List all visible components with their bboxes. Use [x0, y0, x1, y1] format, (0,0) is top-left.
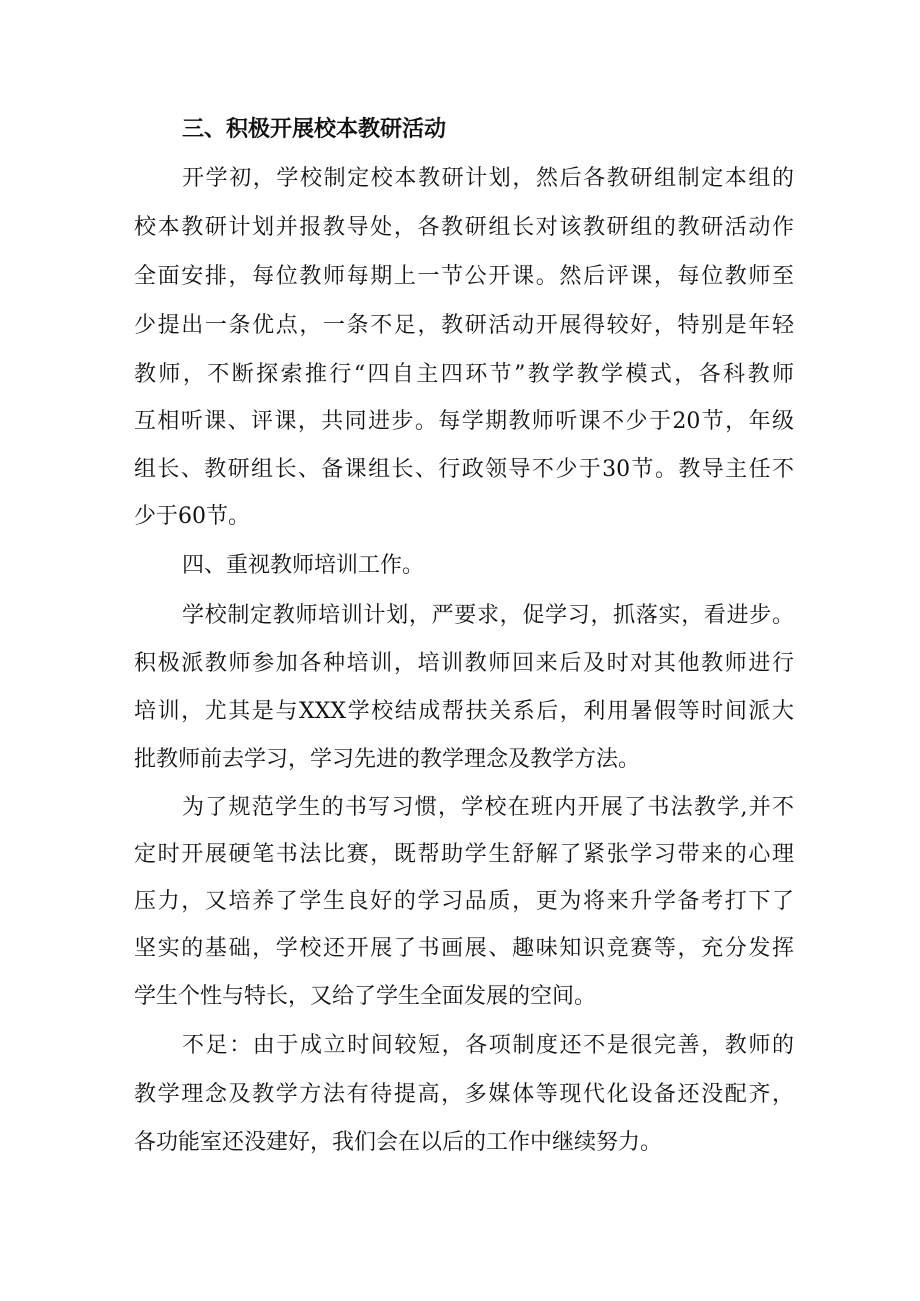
section-3-line: 全面安排，每位教师每期上一节公开课。然后评课，每位教师至 — [134, 264, 794, 289]
section-3-line: 少于60节。 — [134, 504, 250, 529]
section-4-para-1-line: 积极派教师参加各种培训，培训教师回来后及时对其他教师进行 — [134, 651, 794, 676]
section-4-para-3-line: 教学理念及教学方法有待提高，多媒体等现代化设备还没配齐， — [134, 1082, 794, 1107]
section-3-line: 开学初，学校制定校本教研计划，然后各教研组制定本组的 — [182, 166, 794, 191]
section-4-para-2-line: 定时开展硬笔书法比赛，既帮助学生舒解了紧张学习带来的心理 — [134, 842, 794, 867]
section-4-para-3-line: 不足：由于成立时间较短，各项制度还不是很完善，教师的 — [182, 1033, 794, 1058]
section-4-para-2-line: 坚实的基础，学校还开展了书画展、趣味知识竞赛等，充分发挥 — [134, 936, 794, 961]
section-4-para-1-line: 培训，尤其是与XXX学校结成帮扶关系后，利用暑假等时间派大 — [134, 699, 794, 724]
section-4-para-2-line: 为了规范学生的书写习惯，学校在班内开展了书法教学,并不 — [182, 795, 794, 820]
section-4-para-1-line: 学校制定教师培训计划，严要求，促学习，抓落实，看进步。 — [182, 603, 794, 628]
section-4-heading: 四、重视教师培训工作。 — [182, 553, 425, 578]
section-3-line: 互相听课、评课，共同进步。每学期教师听课不少于20节，年级 — [134, 409, 794, 434]
section-3-line: 组长、教研组长、备课组长、行政领导不少于30节。教导主任不 — [134, 457, 794, 482]
section-3-heading: 三、积极开展校本教研活动 — [182, 117, 447, 142]
section-4-para-1-line: 批教师前去学习，学习先进的教学理念及教学方法。 — [134, 747, 641, 772]
section-4-para-2-line: 学生个性与特长，又给了学生全面发展的空间。 — [134, 984, 597, 1009]
section-3-line: 校本教研计划并报教导处，各教研组长对该教研组的教研活动作 — [134, 215, 794, 240]
section-3-line: 教师，不断探索推行“四自主四环节”教学教学模式，各科教师 — [134, 362, 794, 387]
section-4-para-3-line: 各功能室还没建好，我们会在以后的工作中继续努力。 — [134, 1130, 663, 1155]
section-3-line: 少提出一条优点，一条不足，教研活动开展得较好，特别是年轻 — [134, 313, 794, 338]
section-4-para-2-line: 压力，又培养了学生良好的学习品质，更为将来升学备考打下了 — [134, 889, 794, 914]
